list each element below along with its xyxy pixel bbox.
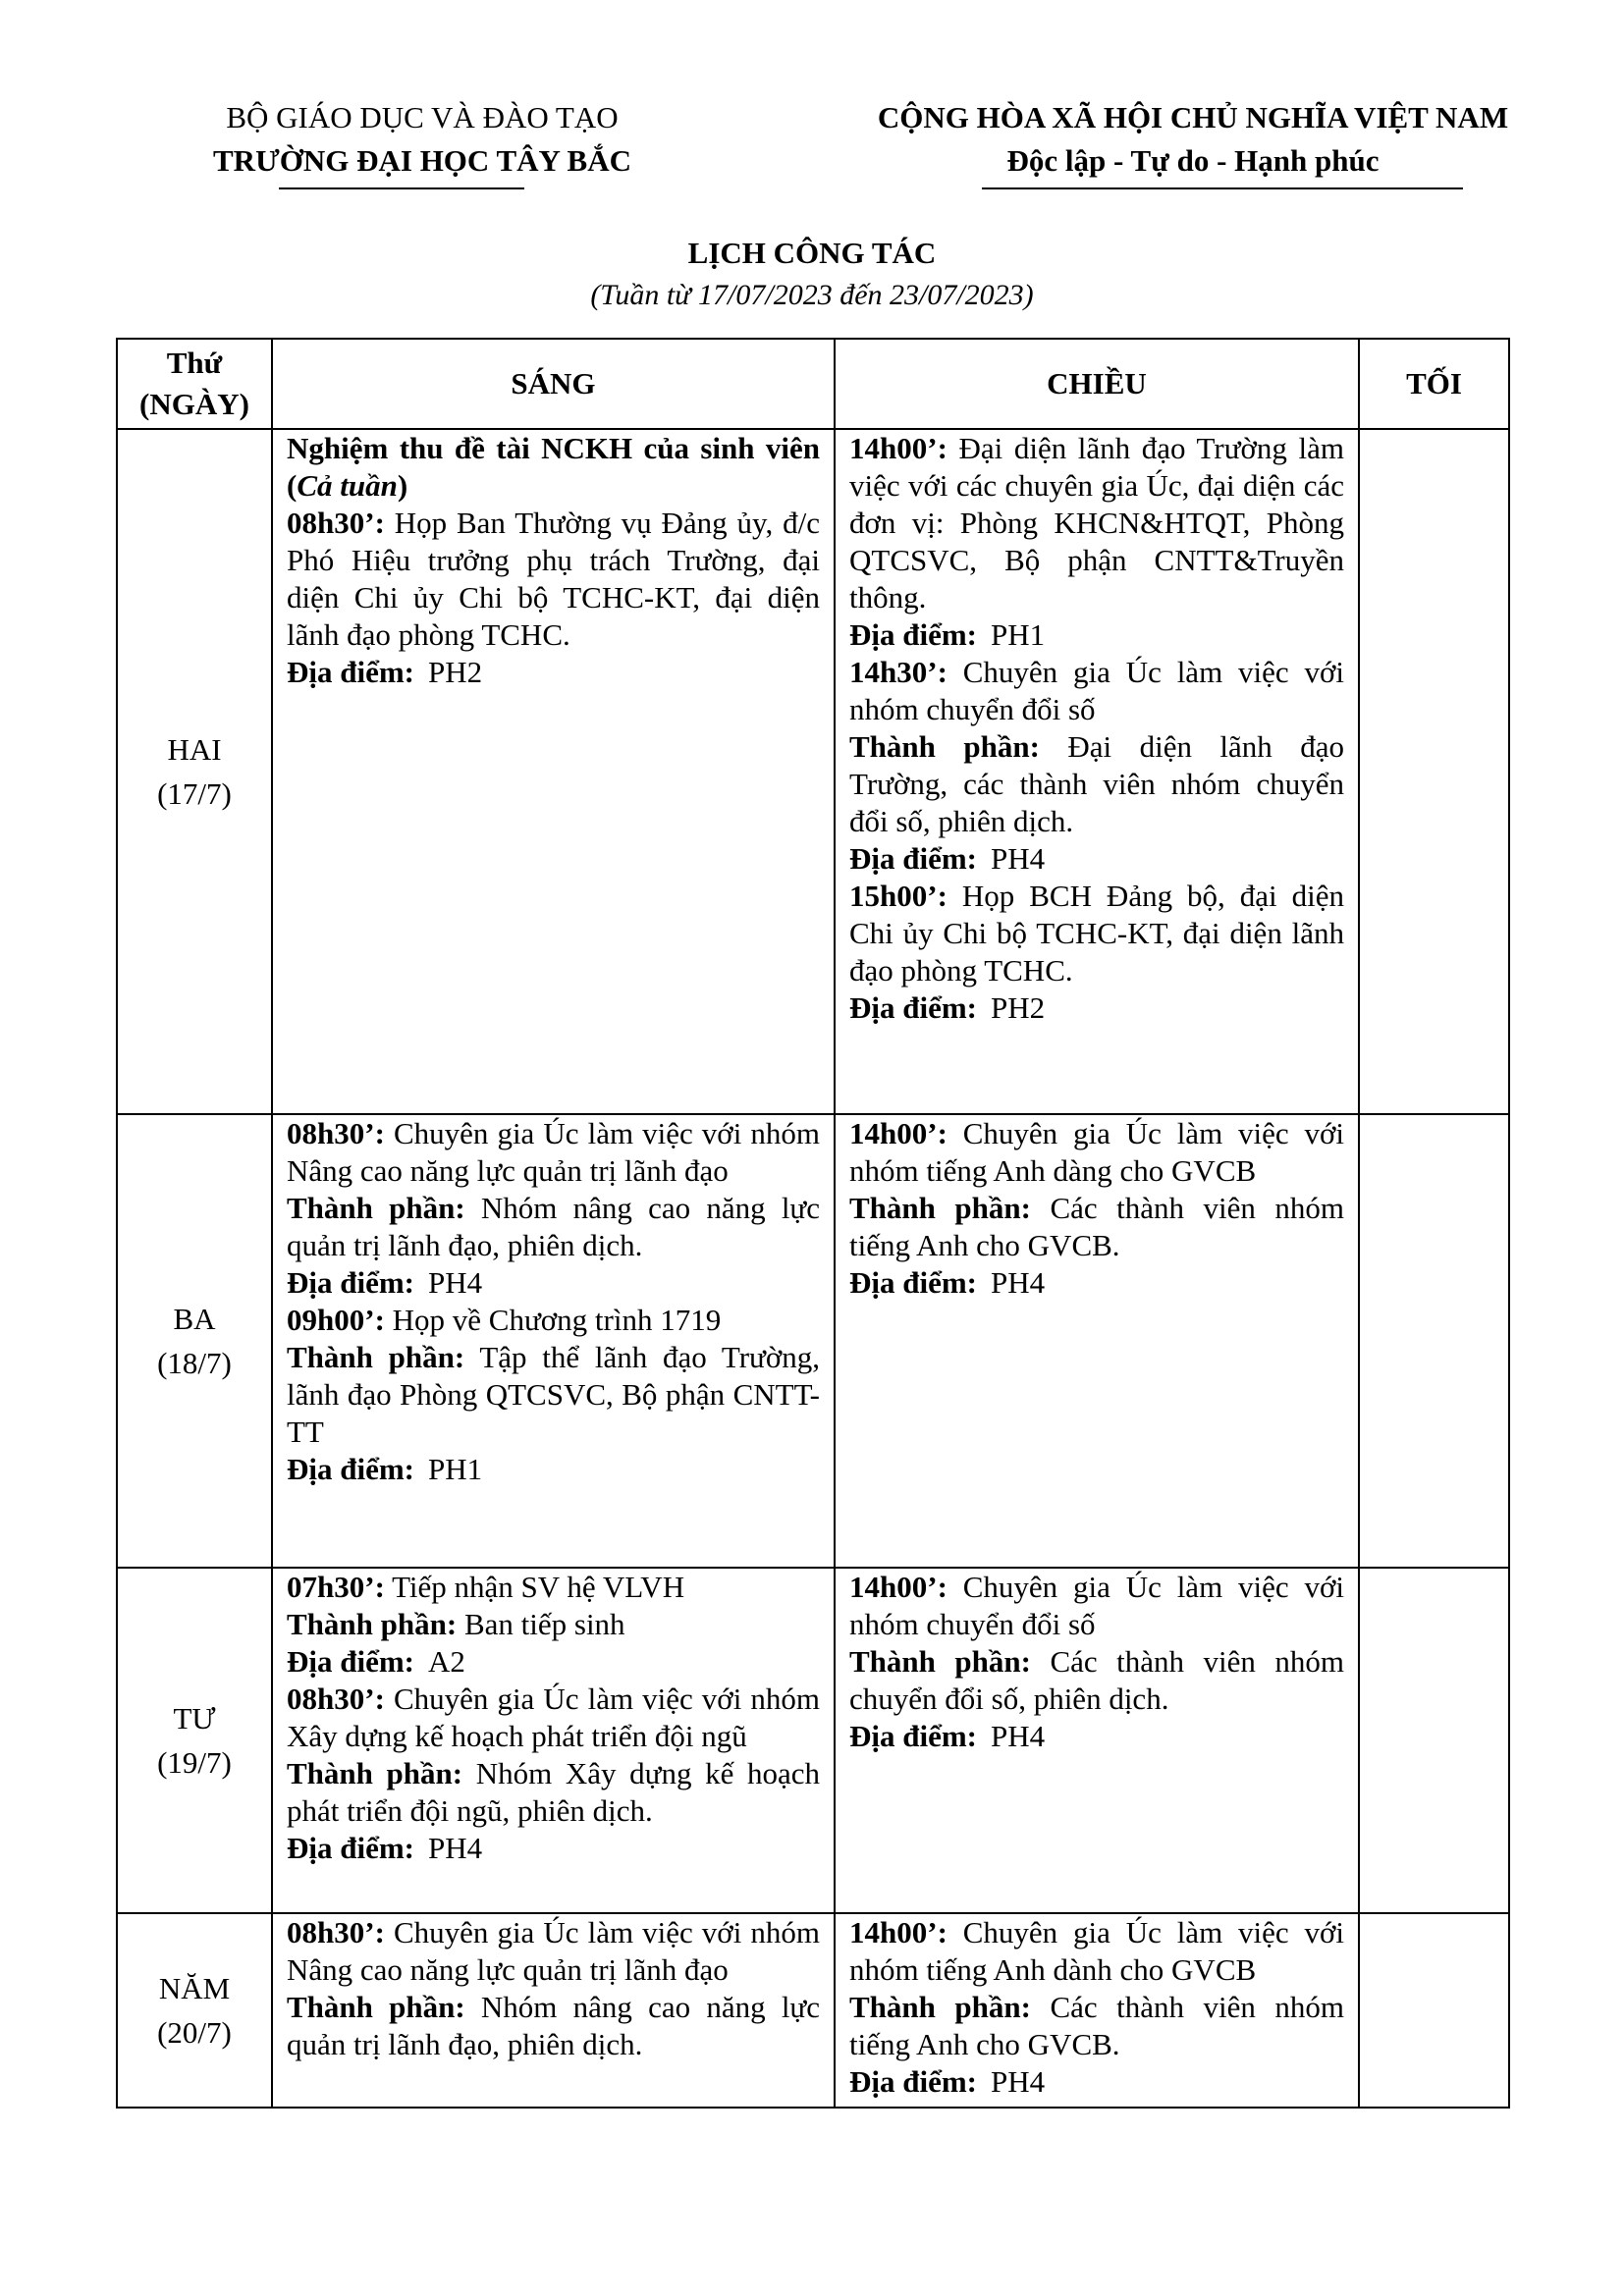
day-cell: NĂM (20/7) <box>117 1913 272 2108</box>
event-participants: Thành phần: Nhóm Xây dựng kế hoạch phát triển đội ngũ, phiên dịch. <box>287 1756 820 1828</box>
university-name: TRƯỜNG ĐẠI HỌC TÂY BẮC <box>213 143 631 178</box>
event-location: Địa điểm: PH4 <box>287 1265 483 1300</box>
evening-cell <box>1359 429 1509 1114</box>
event: 14h00’: Chuyên gia Úc làm việc với nhóm tiếng Anh dành cho GVCB <box>849 1915 1344 1987</box>
header-afternoon: CHIỀU <box>835 339 1359 429</box>
header-day: Thứ (NGÀY) <box>117 339 272 429</box>
event-location: Địa điểm: PH2 <box>287 655 483 689</box>
table-row <box>117 1114 1509 1568</box>
event-location: Địa điểm: PH1 <box>287 1452 483 1486</box>
event-participants: Thành phần: Ban tiếp sinh <box>287 1607 625 1641</box>
header-right-underline <box>982 187 1463 189</box>
event: 14h00’: Đại diện lãnh đạo Trường làm việc với các chuyên gia Úc, đại diện các đơn vị: Phòng KHCN&HTQT, Phòng QTCSVC, Bộ phận CNTT&Truyền thông. <box>849 431 1344 614</box>
header-republic <box>839 96 1546 183</box>
header-evening: TỐI <box>1359 339 1509 429</box>
afternoon-cell <box>835 429 1359 1114</box>
event-location: Địa điểm: PH4 <box>849 2064 1046 2099</box>
motto: Độc lập - Tự do - Hạnh phúc <box>1006 143 1380 178</box>
event: 07h30’: Tiếp nhận SV hệ VLVH <box>287 1570 685 1604</box>
event-participants: Thành phần: Các thành viên nhóm tiếng Anh cho GVCB. <box>849 1990 1344 2061</box>
event: 14h30’: Chuyên gia Úc làm việc với nhóm chuyển đổi số <box>849 655 1344 726</box>
event: 08h30’: Chuyên gia Úc làm việc với nhóm Nâng cao năng lực quản trị lãnh đạo <box>287 1915 820 1987</box>
ministry-name: BỘ GIÁO DỤC VÀ ĐÀO TẠO <box>226 100 619 134</box>
republic-name: CỘNG HÒA XÃ HỘI CHỦ NGHĨA VIỆT NAM <box>877 100 1509 134</box>
event: 08h30’: Họp Ban Thường vụ Đảng ủy, đ/c Phó Hiệu trưởng phụ trách Trường, đại diện Chi ủy Chi bộ TCHC-KT, đại diện lãnh đạo phòng TCHC. <box>287 506 820 652</box>
event: 15h00’: Họp BCH Đảng bộ, đại diện Chi ủy Chi bộ TCHC-KT, đại diện lãnh đạo phòng TCHC. <box>849 879 1344 988</box>
event: 14h00’: Chuyên gia Úc làm việc với nhóm tiếng Anh dàng cho GVCB <box>849 1116 1344 1188</box>
event-location: Địa điểm: PH4 <box>849 841 1046 876</box>
note: Nghiệm thu đề tài NCKH của sinh viên (Cả tuần) <box>287 431 820 503</box>
event-location: Địa điểm: PH1 <box>849 617 1046 652</box>
table-header-row <box>117 339 1509 429</box>
afternoon-cell <box>835 1568 1359 1913</box>
event-participants: Thành phần: Các thành viên nhóm tiếng Anh cho GVCB. <box>849 1191 1344 1262</box>
header-morning: SÁNG <box>272 339 835 429</box>
event-location: Địa điểm: PH4 <box>849 1719 1046 1753</box>
event-participants: Thành phần: Nhóm nâng cao năng lực quản trị lãnh đạo, phiên dịch. <box>287 1990 820 2061</box>
page-subtitle: (Tuần từ 17/07/2023 đến 23/07/2023) <box>590 279 1034 311</box>
day-cell: HAI (17/7) <box>117 429 272 1114</box>
event-participants: Thành phần: Tập thể lãnh đạo Trường, lãnh đạo Phòng QTCSVC, Bộ phận CNTT-TT <box>287 1340 820 1449</box>
event: 08h30’: Chuyên gia Úc làm việc với nhóm Nâng cao năng lực quản trị lãnh đạo <box>287 1116 820 1188</box>
table-row <box>117 429 1509 1114</box>
header-left-underline <box>279 187 524 189</box>
event-location: Địa điểm: PH4 <box>849 1265 1046 1300</box>
table-row <box>117 1913 1509 2108</box>
page-title: LỊCH CÔNG TÁC <box>687 236 937 270</box>
event-location: Địa điểm: PH2 <box>849 990 1046 1025</box>
morning-cell <box>272 1114 835 1568</box>
morning-cell <box>272 1568 835 1913</box>
evening-cell <box>1359 1568 1509 1913</box>
event: 14h00’: Chuyên gia Úc làm việc với nhóm chuyển đổi số <box>849 1570 1344 1641</box>
header-ministry <box>167 96 677 183</box>
afternoon-cell <box>835 1913 1359 2108</box>
schedule-table <box>116 338 1510 2109</box>
event-participants: Thành phần: Nhóm nâng cao năng lực quản trị lãnh đạo, phiên dịch. <box>287 1191 820 1262</box>
evening-cell <box>1359 1114 1509 1568</box>
event-participants: Thành phần: Đại diện lãnh đạo Trường, các thành viên nhóm chuyển đổi số, phiên dịch. <box>849 729 1344 838</box>
event: 09h00’: Họp về Chương trình 1719 <box>287 1303 722 1337</box>
event-participants: Thành phần: Các thành viên nhóm chuyển đổi số, phiên dịch. <box>849 1644 1344 1716</box>
table-row <box>117 1568 1509 1913</box>
morning-cell <box>272 429 835 1114</box>
evening-cell <box>1359 1913 1509 2108</box>
day-cell: TƯ (19/7) <box>117 1568 272 1913</box>
afternoon-cell <box>835 1114 1359 1568</box>
event-location: Địa điểm: A2 <box>287 1644 465 1679</box>
morning-cell <box>272 1913 835 2108</box>
event: 08h30’: Chuyên gia Úc làm việc với nhóm Xây dựng kế hoạch phát triển đội ngũ <box>287 1682 820 1753</box>
day-cell: BA (18/7) <box>117 1114 272 1568</box>
event-location: Địa điểm: PH4 <box>287 1831 483 1865</box>
